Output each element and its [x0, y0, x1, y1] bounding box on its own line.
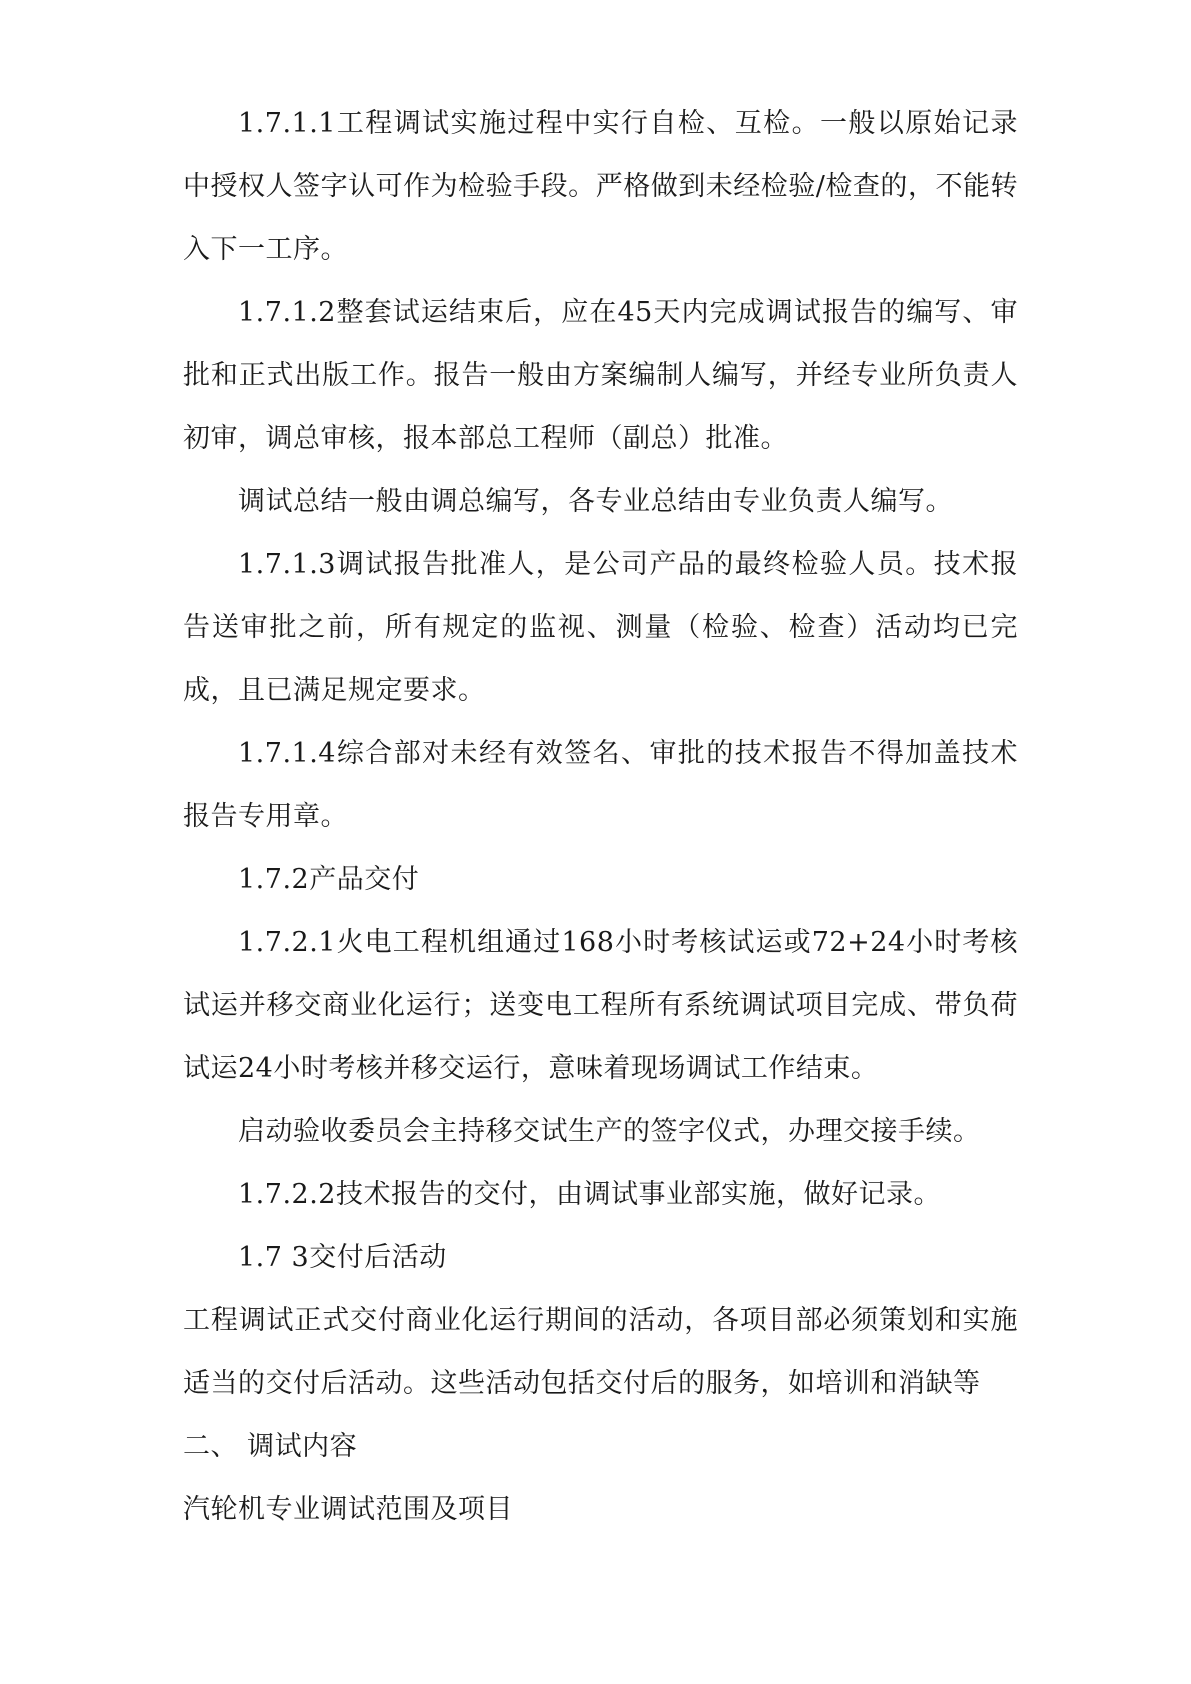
section-heading-1-7-3: 1.7 3交付后活动 [238, 1242, 447, 1273]
paragraph-1-7-1-1: 1.7.1.1工程调试实施过程中实行自检、互检。一般以原始记录中授权人签字认可作为检验手段。严格做到未经检验/检查的，不能转入下一工序。 [183, 108, 1018, 265]
section-heading-commissioning-content: 二、 调试内容 [183, 1431, 358, 1462]
paragraph-1-7-1-4: 1.7.1.4综合部对未经有效签名、审批的技术报告不得加盖技术报告专用章。 [183, 738, 1018, 832]
paragraph-1-7-2-2: 1.7.2.2技术报告的交付，由调试事业部实施，做好记录。 [238, 1179, 941, 1210]
paragraph-summary-note: 调试总结一般由调总编写，各专业总结由专业负责人编写。 [238, 486, 953, 517]
paragraph-1-7-1-2: 1.7.1.2整套试运结束后，应在45天内完成调试报告的编写、审批和正式出版工作。报告一般由方案编制人编写，并经专业所负责人初审，调总审核，报本部总工程师（副总）批准。 [183, 297, 1018, 454]
subheading-turbine-scope: 汽轮机专业调试范围及项目 [183, 1494, 513, 1525]
paragraph-1-7-1-3: 1.7.1.3调试报告批准人，是公司产品的最终检验人员。技术报告送审批之前，所有规定的监视、测量（检验、检查）活动均已完成，且已满足规定要求。 [183, 549, 1018, 706]
document-body [183, 92, 1018, 1541]
section-heading-1-7-2: 1.7.2产品交付 [238, 864, 420, 895]
paragraph-handover-ceremony: 启动验收委员会主持移交试生产的签字仪式，办理交接手续。 [238, 1116, 981, 1147]
paragraph-post-delivery: 工程调试正式交付商业化运行期间的活动，各项目部必须策划和实施适当的交付后活动。这些活动包括交付后的服务，如培训和消缺等 [183, 1305, 1018, 1399]
paragraph-1-7-2-1: 1.7.2.1火电工程机组通过168小时考核试运或72+24小时考核试运并移交商业化运行；送变电工程所有系统调试项目完成、带负荷试运24小时考核并移交运行，意味着现场调试工作结束。 [183, 927, 1018, 1084]
